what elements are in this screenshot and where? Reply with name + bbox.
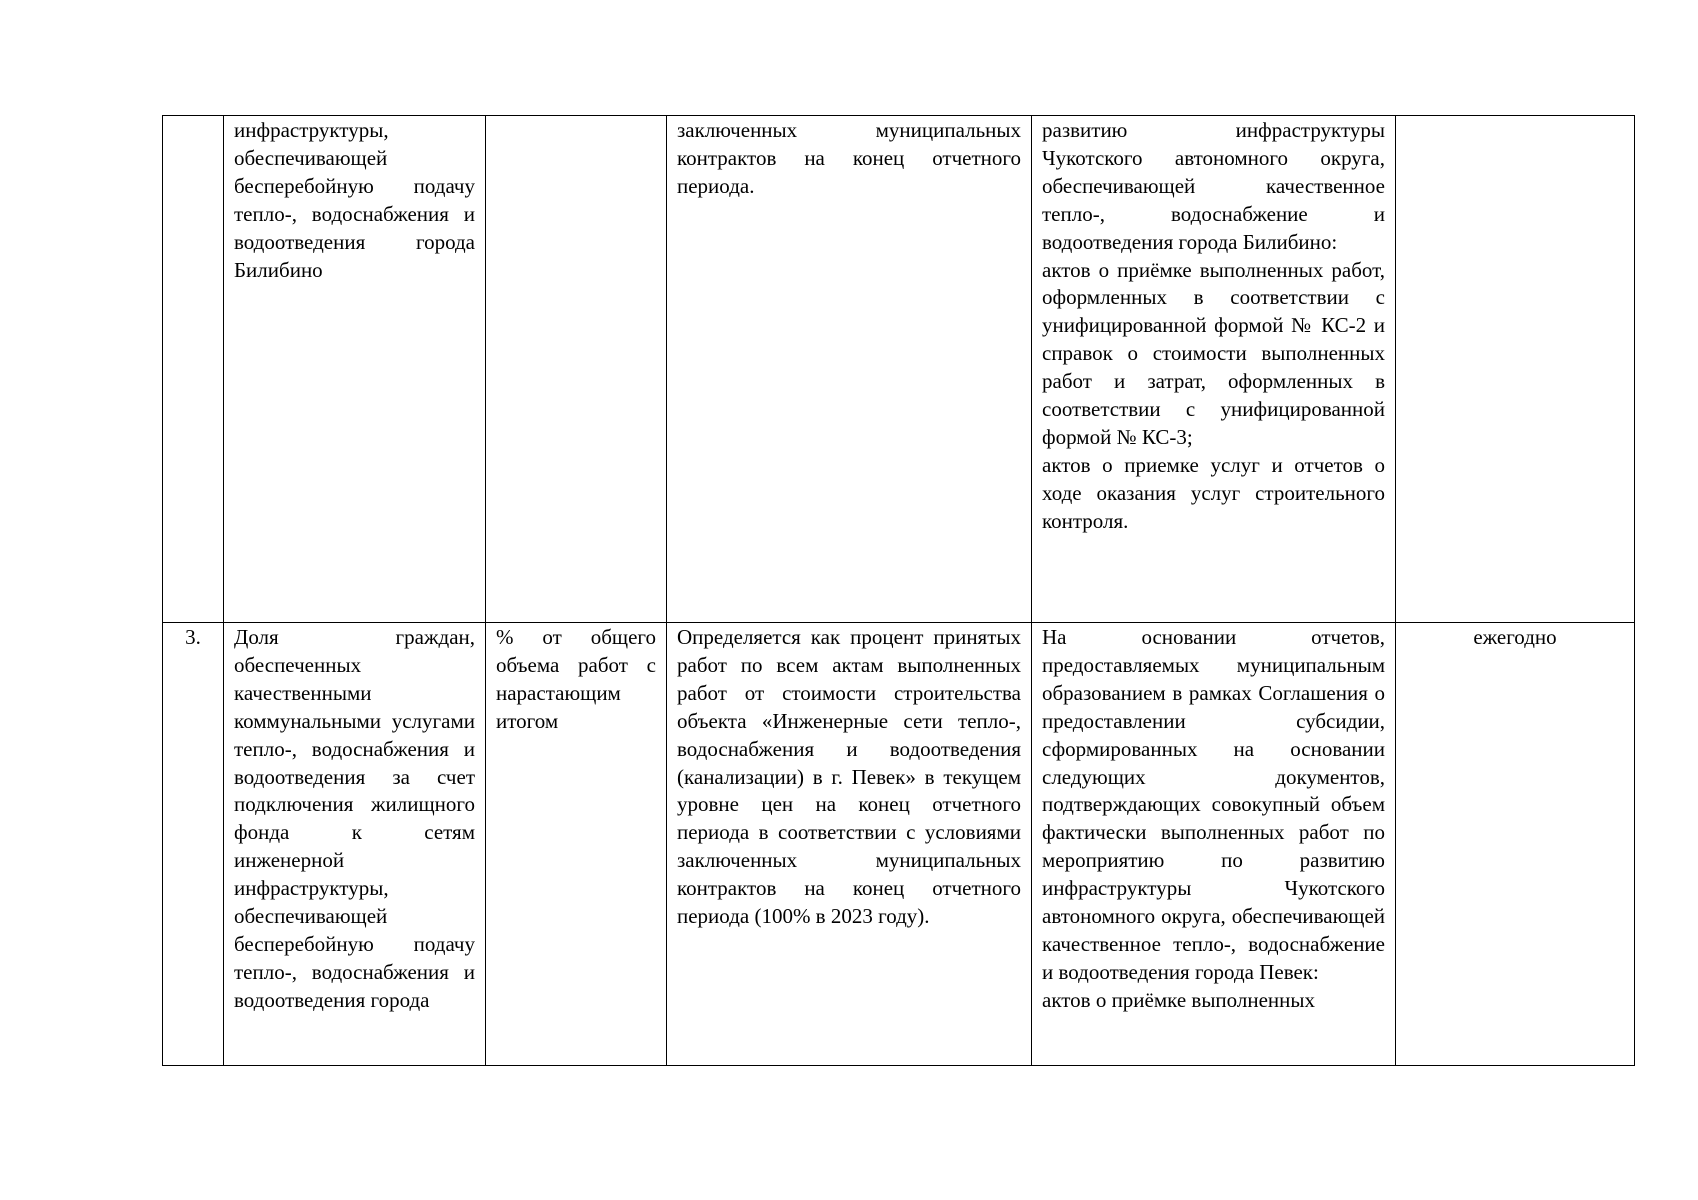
unit-cell xyxy=(486,116,667,623)
frequency-text: ежегодно xyxy=(1473,625,1557,649)
indicators-table xyxy=(162,115,1635,1066)
method-text: Определяется как процент принятых работ по всем актам выполненных работ от стоимости строительства объекта «Инженерные сети тепло-, водоснабжения и водоотведения (канализации) в г. Певек» в текущем уровне цен на конец отчетного периода в соответствии с условиями заключенных муниципальных контрактов на конец отчетного периода (100% в 2023 году). xyxy=(677,625,1021,929)
method-cell xyxy=(667,623,1032,1066)
method-cell xyxy=(667,116,1032,623)
row-number-cell xyxy=(163,623,224,1066)
indicator-cell xyxy=(224,116,486,623)
table-row xyxy=(163,116,1635,623)
method-text: заключенных муниципальных контрактов на конец отчетного периода. xyxy=(677,118,1021,198)
indicator-cell xyxy=(224,623,486,1066)
source-cell xyxy=(1032,623,1396,1066)
source-cell xyxy=(1032,116,1396,623)
frequency-cell xyxy=(1396,623,1635,1066)
indicator-text: Доля граждан, обеспеченных качественными коммунальными услугами тепло-, водоснабжения и водоотведения за счет подключения жилищного фонда к сетям инженерной инфраструктуры, обеспечивающей бесперебойную подачу тепло-, водоснабжения и водоотведения города xyxy=(234,625,475,1012)
unit-text: % от общего объема работ с нарастающим итогом xyxy=(496,625,656,733)
indicator-text: инфраструктуры, обеспечивающей бесперебойную подачу тепло-, водоснабжения и водоотведения города Билибино xyxy=(234,118,475,282)
unit-cell xyxy=(486,623,667,1066)
source-text: развитию инфраструктуры Чукотского автономного округа, обеспечивающей качественное тепло-, водоснабжение и водоотведения города Билибино: актов о приёмке выполненных работ, оформленных в соответствии с унифицированной формой № КС-2 и справок о стоимости выполненных работ и затрат, оформленных в соответствии с унифицированной формой № КС-3; актов о приемке услуг и отчетов о ходе оказания услуг строительного контроля. xyxy=(1042,118,1385,533)
row-number: 3. xyxy=(185,625,201,649)
row-number-cell xyxy=(163,116,224,623)
table-row xyxy=(163,623,1635,1066)
source-text: На основании отчетов, предоставляемых муниципальным образованием в рамках Соглашения о предоставлении субсидии, сформированных на основании следующих документов, подтверждающих совокупный объем фактически выполненных работ по мероприятию по развитию инфраструктуры Чукотского автономного округа, обеспечивающей качественное тепло-, водоснабжение и водоотведения города Певек: актов о приёмке выполненных xyxy=(1042,625,1385,1012)
frequency-cell xyxy=(1396,116,1635,623)
